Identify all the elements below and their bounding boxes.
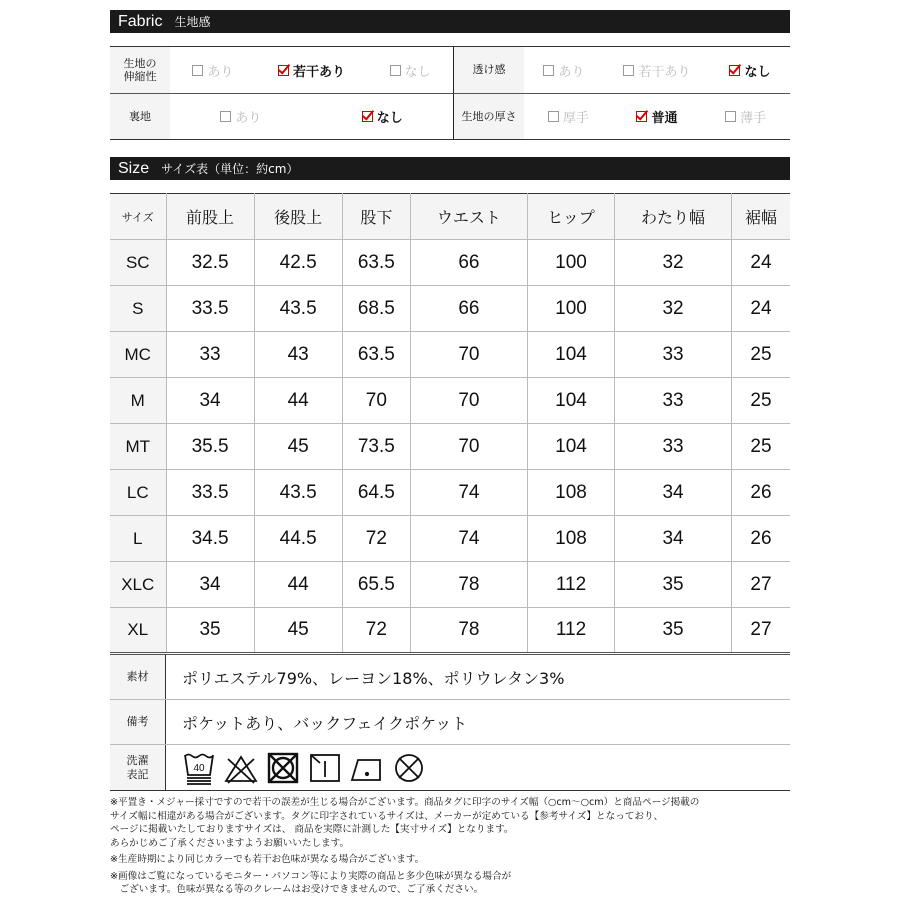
sheer-option <box>729 61 770 80</box>
size-label-cell: M <box>110 378 166 424</box>
option-label: あり <box>207 64 234 80</box>
note-line: サイズ幅に相違がある場合がございます。タグに印字されているサイズは、メーカーが定めている【参考サイズ】となっており、 <box>110 810 664 822</box>
size-value-cell: 104 <box>527 332 614 378</box>
care-label: 洗濯 表記 <box>110 745 166 790</box>
material-label: 素材 <box>110 655 166 699</box>
size-value-cell: 32 <box>615 240 732 286</box>
size-row <box>110 332 790 378</box>
no-tumble-dry-icon <box>266 751 300 785</box>
checked-checkbox-icon <box>729 65 740 76</box>
size-label-cell: XL <box>110 608 166 654</box>
size-value-cell: 33 <box>615 332 732 378</box>
stretch-label: 生地の 伸縮性 <box>110 47 170 93</box>
iron-low-icon <box>350 751 384 785</box>
size-value-cell: 66 <box>411 240 528 286</box>
size-value-cell: 44 <box>254 562 342 608</box>
thickness-option <box>548 107 589 126</box>
checkbox-icon <box>623 65 634 76</box>
size-value-cell: 33 <box>166 332 254 378</box>
size-value-cell: 34 <box>166 378 254 424</box>
checkbox-icon <box>220 111 231 122</box>
size-value-cell: 25 <box>731 424 790 470</box>
size-value-cell: 70 <box>411 378 528 424</box>
no-bleach-icon <box>224 751 258 785</box>
thickness-option <box>725 107 766 126</box>
size-value-cell: 35 <box>615 562 732 608</box>
size-value-cell: 27 <box>731 562 790 608</box>
size-value-cell: 44 <box>254 378 342 424</box>
option-label: 若干あり <box>292 64 345 80</box>
size-value-cell: 78 <box>411 562 528 608</box>
size-value-cell: 前股上 <box>166 194 254 240</box>
size-label-cell: MC <box>110 332 166 378</box>
size-value-cell: 112 <box>527 562 614 608</box>
size-value-cell: 35 <box>166 608 254 654</box>
size-value-cell: 35 <box>615 608 732 654</box>
size-value-cell: 32 <box>615 286 732 332</box>
lining-row <box>110 94 453 139</box>
size-value-cell: 73.5 <box>342 424 410 470</box>
note-line: ※平置き・メジャー採寸ですので若干の誤差が生じる場合がございます。商品タグに印字のサイズ幅（○cm〜○cm）と商品ページ掲載の <box>110 797 700 808</box>
size-value-cell: 74 <box>411 470 528 516</box>
size-title-jp: サイズ表（単位：約cm） <box>161 162 299 176</box>
stretch-option <box>278 61 345 80</box>
size-value-cell: 74 <box>411 516 528 562</box>
checkbox-icon <box>192 65 203 76</box>
option-label: 若干あり <box>638 64 691 80</box>
size-label-cell: L <box>110 516 166 562</box>
size-value-cell: 33.5 <box>166 470 254 516</box>
size-value-cell: 43.5 <box>254 470 342 516</box>
thickness-label: 生地の厚さ <box>454 94 524 139</box>
fabric-table <box>110 46 790 140</box>
size-value-cell: 44.5 <box>254 516 342 562</box>
size-value-cell: 64.5 <box>342 470 410 516</box>
size-row <box>110 516 790 562</box>
size-value-cell: 65.5 <box>342 562 410 608</box>
sheer-row <box>453 47 790 93</box>
fabric-title-en: Fabric <box>118 12 163 30</box>
size-value-cell: 108 <box>527 470 614 516</box>
stretch-option <box>390 61 431 80</box>
remarks-label: 備考 <box>110 700 166 744</box>
size-row <box>110 470 790 516</box>
option-label: 厚手 <box>562 111 589 126</box>
checked-checkbox-icon <box>278 65 289 76</box>
care-symbols <box>166 745 426 790</box>
wash-40-icon <box>182 751 216 785</box>
size-row <box>110 286 790 332</box>
size-value-cell: 34 <box>615 470 732 516</box>
sheer-option <box>623 61 690 80</box>
size-header <box>110 157 790 180</box>
size-row <box>110 424 790 470</box>
size-header-row <box>110 194 790 240</box>
lining-option <box>220 107 261 126</box>
material-row <box>110 655 790 700</box>
note-line: ※生産時期により同じカラーでも若干お色味が異なる場合がございます。 <box>110 854 425 865</box>
size-value-cell: わたり幅 <box>615 194 732 240</box>
checkbox-icon <box>548 111 559 122</box>
note-line: あらかじめご了承くださいますようお願いいたします。 <box>110 837 350 849</box>
option-label: 薄手 <box>740 111 767 126</box>
option-label: なし <box>404 64 431 80</box>
size-value-cell: 112 <box>527 608 614 654</box>
option-label: あり <box>235 111 262 126</box>
size-value-cell: 43 <box>254 332 342 378</box>
size-value-cell: 25 <box>731 378 790 424</box>
material-value: ポリエステル79%、レーヨン18%、ポリウレタン3% <box>182 668 565 688</box>
notes <box>110 796 800 897</box>
note-line: ※画像はご覧になっているモニター・パソコン等により実際の商品と多少色味が異なる場合が <box>110 870 512 882</box>
size-value-cell: 26 <box>731 516 790 562</box>
size-value-cell: 24 <box>731 286 790 332</box>
checkbox-icon <box>725 111 736 122</box>
fabric-title-jp: 生地感 <box>174 15 211 29</box>
size-label-cell: サイズ <box>110 194 166 240</box>
lining-label: 裏地 <box>110 94 170 139</box>
size-value-cell: 股下 <box>342 194 410 240</box>
size-row <box>110 608 790 654</box>
size-value-cell: 63.5 <box>342 332 410 378</box>
line-dry-icon <box>308 751 342 785</box>
size-label-cell: MT <box>110 424 166 470</box>
size-value-cell: 42.5 <box>254 240 342 286</box>
size-value-cell: 72 <box>342 516 410 562</box>
size-label-cell: LC <box>110 470 166 516</box>
size-value-cell: ヒップ <box>527 194 614 240</box>
size-value-cell: 70 <box>342 378 410 424</box>
checkbox-icon <box>390 65 401 76</box>
size-value-cell: 100 <box>527 240 614 286</box>
size-value-cell: 100 <box>527 286 614 332</box>
option-label: なし <box>744 64 771 80</box>
checked-checkbox-icon <box>636 111 647 122</box>
lining-option <box>362 107 403 126</box>
sheer-label: 透け感 <box>454 47 524 93</box>
size-value-cell: 25 <box>731 332 790 378</box>
size-value-cell: 34 <box>166 562 254 608</box>
size-value-cell: 66 <box>411 286 528 332</box>
note-line: ございます。色味が異なる等のクレームはお受けできませんので、ご了承ください。 <box>110 884 484 895</box>
size-value-cell: 後股上 <box>254 194 342 240</box>
size-value-cell: 24 <box>731 240 790 286</box>
size-table <box>110 193 790 655</box>
stretch-option <box>192 61 233 80</box>
size-value-cell: 33 <box>615 424 732 470</box>
no-dry-clean-icon <box>392 751 426 785</box>
size-value-cell: 104 <box>527 378 614 424</box>
size-value-cell: 33.5 <box>166 286 254 332</box>
size-label-cell: S <box>110 286 166 332</box>
fabric-header <box>110 10 790 33</box>
size-value-cell: 70 <box>411 332 528 378</box>
checkbox-icon <box>543 65 554 76</box>
thickness-row <box>453 94 790 139</box>
size-label-cell: SC <box>110 240 166 286</box>
size-row <box>110 378 790 424</box>
size-value-cell: 78 <box>411 608 528 654</box>
checked-checkbox-icon <box>362 111 373 122</box>
size-value-cell: 45 <box>254 608 342 654</box>
size-value-cell: 104 <box>527 424 614 470</box>
care-row <box>110 745 790 790</box>
info-table <box>110 655 790 791</box>
sheer-option <box>543 61 584 80</box>
size-value-cell: 27 <box>731 608 790 654</box>
stretch-row <box>110 47 453 93</box>
size-row <box>110 240 790 286</box>
size-value-cell: 70 <box>411 424 528 470</box>
size-value-cell: 34.5 <box>166 516 254 562</box>
size-value-cell: 26 <box>731 470 790 516</box>
size-value-cell: 裾幅 <box>731 194 790 240</box>
size-value-cell: 108 <box>527 516 614 562</box>
size-value-cell: ウエスト <box>411 194 528 240</box>
size-value-cell: 32.5 <box>166 240 254 286</box>
size-value-cell: 43.5 <box>254 286 342 332</box>
size-value-cell: 45 <box>254 424 342 470</box>
option-label: 普通 <box>651 111 678 126</box>
note-line: ページに掲載いたしておりますサイズは、 商品を実際に計測した【実寸サイズ】となります。 <box>110 824 514 835</box>
size-row <box>110 562 790 608</box>
size-value-cell: 68.5 <box>342 286 410 332</box>
size-value-cell: 72 <box>342 608 410 654</box>
size-value-cell: 34 <box>615 516 732 562</box>
svg-text:40: 40 <box>193 762 205 774</box>
size-title-en: Size <box>118 159 150 177</box>
remarks-row <box>110 700 790 745</box>
size-value-cell: 35.5 <box>166 424 254 470</box>
option-label: なし <box>376 111 403 126</box>
size-value-cell: 33 <box>615 378 732 424</box>
size-value-cell: 63.5 <box>342 240 410 286</box>
option-label: あり <box>558 64 585 80</box>
thickness-option <box>636 107 677 126</box>
remarks-value: ポケットあり、バックフェイクポケット <box>182 713 468 733</box>
size-label-cell: XLC <box>110 562 166 608</box>
